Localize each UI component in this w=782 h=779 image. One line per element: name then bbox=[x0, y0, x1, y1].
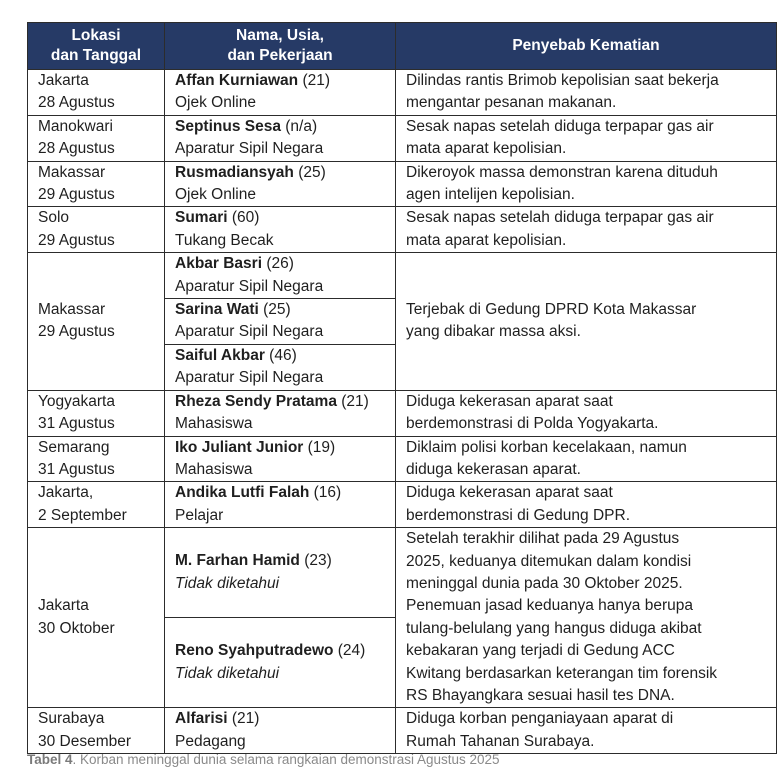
table-row bbox=[28, 436, 777, 482]
person-cell: Alfarisi (21) Pedagang bbox=[165, 708, 396, 754]
table-row bbox=[28, 708, 777, 754]
table-row bbox=[28, 115, 777, 161]
table-header-row bbox=[28, 23, 777, 70]
cause-cell: Dikeroyok massa demonstran karena dituduh agen intelijen kepolisian. bbox=[396, 161, 777, 207]
table-row bbox=[28, 207, 777, 253]
location-cell: Yogyakarta 31 Agustus bbox=[28, 390, 165, 436]
table-caption bbox=[27, 752, 500, 767]
location-cell: Solo 29 Agustus bbox=[28, 207, 165, 253]
location-cell: Makassar 29 Agustus bbox=[28, 161, 165, 207]
person-cell: Iko Juliant Junior (19) Mahasiswa bbox=[165, 436, 396, 482]
cause-cell: Sesak napas setelah diduga terpapar gas air mata aparat kepolisian. bbox=[396, 207, 777, 253]
person-cell: Septinus Sesa (n/a) Aparatur Sipil Negara bbox=[165, 115, 396, 161]
cause-cell: Sesak napas setelah diduga terpapar gas air mata aparat kepolisian. bbox=[396, 115, 777, 161]
location-cell: Semarang 31 Agustus bbox=[28, 436, 165, 482]
cause-cell: Diklaim polisi korban kecelakaan, namun diduga kekerasan aparat. bbox=[396, 436, 777, 482]
person-cell: Andika Lutfi Falah (16) Pelajar bbox=[165, 482, 396, 528]
table-row bbox=[28, 528, 777, 618]
location-cell: Surabaya 30 Desember bbox=[28, 708, 165, 754]
cause-cell: Setelah terakhir dilihat pada 29 Agustus 2025, keduanya ditemukan dalam kondisi meninggal dunia pada 30 Oktober 2025. Penemuan jasad keduanya hanya berupa tulang-belulang yang hangus diduga akibat kebakaran yang terjadi di Gedung ACC Kwitang berdasarkan keterangan tim forensik RS Bhayangkara sesuai hasil tes DNA. bbox=[396, 528, 777, 708]
location-cell: Jakarta 30 Oktober bbox=[28, 528, 165, 708]
table-row bbox=[28, 482, 777, 528]
caption-text: . Korban meninggal dunia selama rangkaian demonstrasi Agustus 2025 bbox=[72, 752, 500, 767]
location-cell: Jakarta 28 Agustus bbox=[28, 70, 165, 116]
table-row bbox=[28, 70, 777, 116]
location-cell: Manokwari 28 Agustus bbox=[28, 115, 165, 161]
person-cell: Saiful Akbar (46) Aparatur Sipil Negara bbox=[165, 344, 396, 390]
cause-cell: Diduga korban penganiayaan aparat di Rumah Tahanan Surabaya. bbox=[396, 708, 777, 754]
caption-label: Tabel 4 bbox=[27, 752, 73, 767]
person-cell: Reno Syahputradewo (24) Tidak diketahui bbox=[165, 618, 396, 708]
table-row bbox=[28, 253, 777, 299]
person-cell: M. Farhan Hamid (23) Tidak diketahui bbox=[165, 528, 396, 618]
person-cell: Sumari (60) Tukang Becak bbox=[165, 207, 396, 253]
cause-cell: Dilindas rantis Brimob kepolisian saat bekerja mengantar pesanan makanan. bbox=[396, 70, 777, 116]
cause-cell: Diduga kekerasan aparat saat berdemonstrasi di Gedung DPR. bbox=[396, 482, 777, 528]
cause-cell: Terjebak di Gedung DPRD Kota Makassar yang dibakar massa aksi. bbox=[396, 253, 777, 390]
victims-table bbox=[27, 22, 777, 754]
person-cell: Rusmadiansyah (25) Ojek Online bbox=[165, 161, 396, 207]
person-cell: Rheza Sendy Pratama (21) Mahasiswa bbox=[165, 390, 396, 436]
header-name: Nama, Usia, dan Pekerjaan bbox=[165, 23, 396, 70]
table-row bbox=[28, 161, 777, 207]
header-location: Lokasi dan Tanggal bbox=[28, 23, 165, 70]
cause-cell: Diduga kekerasan aparat saat berdemonstrasi di Polda Yogyakarta. bbox=[396, 390, 777, 436]
header-cause: Penyebab Kematian bbox=[396, 23, 777, 70]
location-cell: Makassar 29 Agustus bbox=[28, 253, 165, 390]
person-cell: Sarina Wati (25) Aparatur Sipil Negara bbox=[165, 299, 396, 345]
location-cell: Jakarta, 2 September bbox=[28, 482, 165, 528]
person-cell: Akbar Basri (26) Aparatur Sipil Negara bbox=[165, 253, 396, 299]
table-row bbox=[28, 390, 777, 436]
person-cell: Affan Kurniawan (21) Ojek Online bbox=[165, 70, 396, 116]
